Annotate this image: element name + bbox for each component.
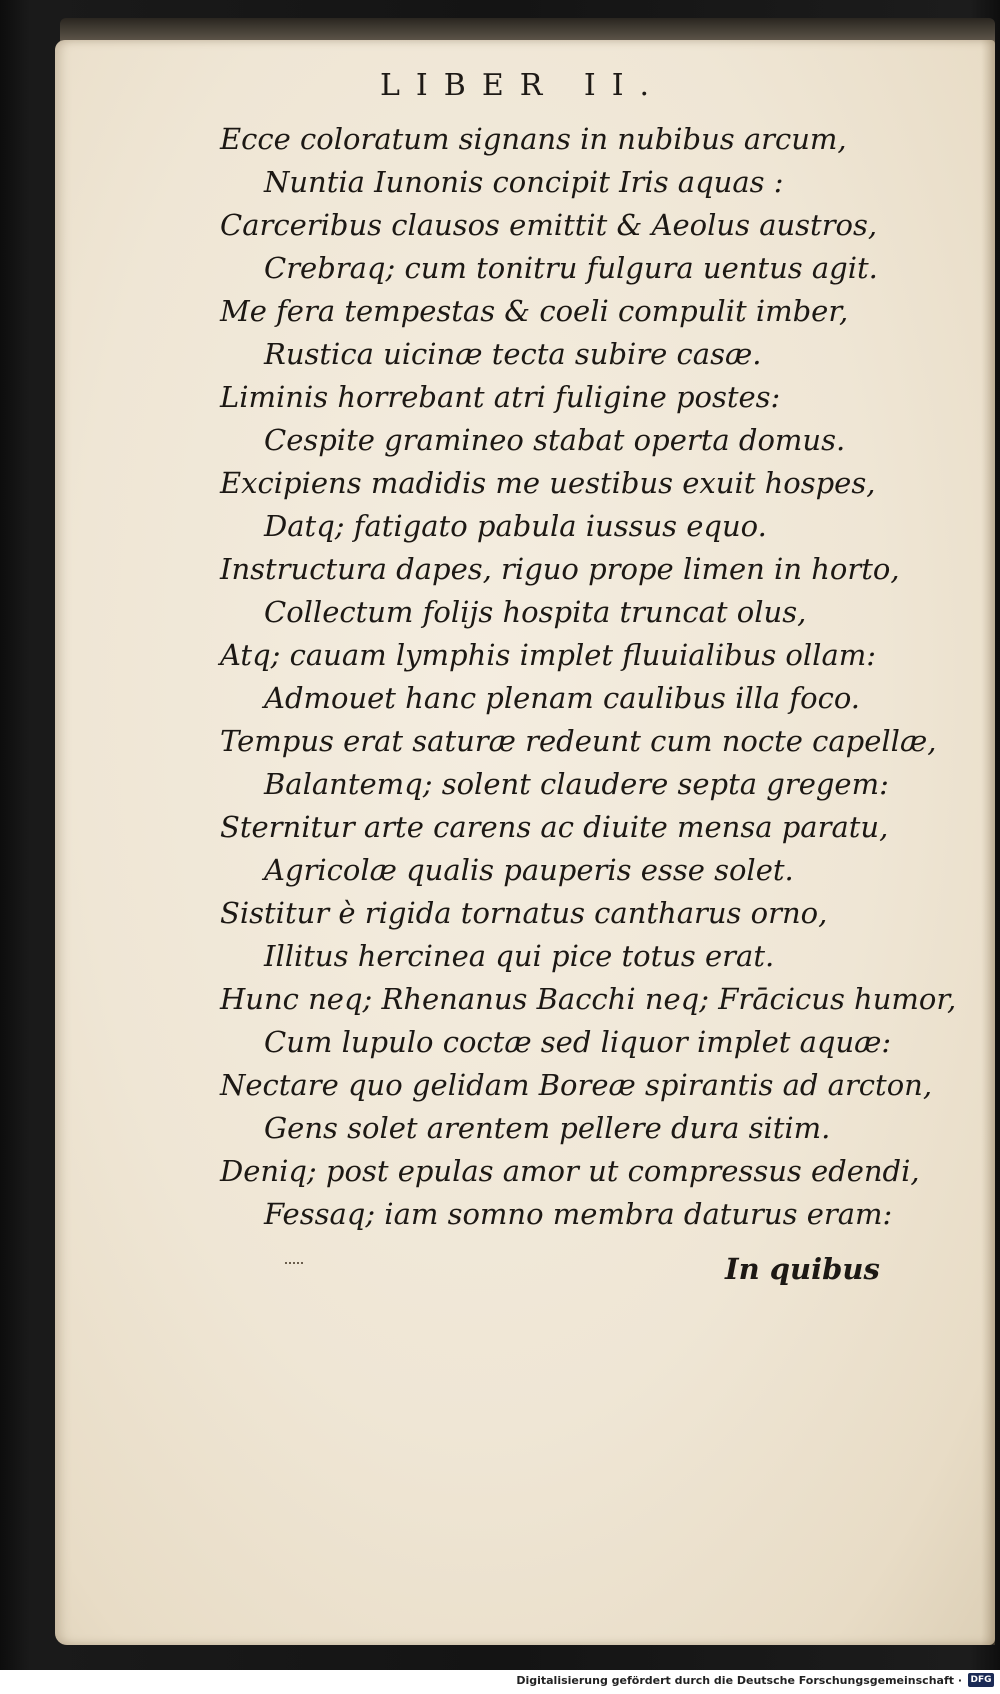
catchword: In quibus [725, 1252, 880, 1286]
verse-line: Cespite gramineo stabat operta domus. [264, 423, 846, 457]
verse-line: Gens solet arentem pellere dura sitim. [264, 1111, 831, 1145]
verse-line: Fessaq; iam somno membra daturus eram: [264, 1197, 893, 1231]
verse-line: Nectare quo gelidam Boreæ spirantis ad arcton, [220, 1068, 933, 1102]
verse-line: Illitus hercinea qui pice totus erat. [264, 939, 775, 973]
verse-line: Liminis horrebant atri fuligine postes: [220, 380, 781, 414]
page-gutter-shadow [981, 40, 995, 1645]
verse-line: Crebraq; cum tonitru fulgura uentus agit. [264, 251, 878, 285]
verse-line: Nuntia Iunonis concipit Iris aquas : [264, 165, 784, 199]
verse-line: Ecce coloratum signans in nubibus arcum, [220, 122, 847, 156]
verse-line: Deniq; post epulas amor ut compressus edendi, [220, 1154, 920, 1188]
dfg-logo: DFG [968, 1673, 994, 1687]
funding-credit: Digitalisierung gefördert durch die Deutsche Forschungsgemeinschaft · [516, 1674, 962, 1687]
verse-line: Sternitur arte carens ac diuite mensa paratu, [220, 810, 889, 844]
verse-line: Instructura dapes, riguo prope limen in horto, [220, 552, 900, 586]
ink-blot [285, 1262, 303, 1270]
verse-line: Excipiens madidis me uestibus exuit hospes, [220, 466, 876, 500]
running-head: LIBER II. [380, 68, 666, 103]
verse-line: Collectum folijs hospita truncat olus, [264, 595, 807, 629]
verse-line: Cum lupulo coctæ sed liquor implet aquæ: [264, 1025, 892, 1059]
verse-line: Admouet hanc plenam caulibus illa foco. [264, 681, 861, 715]
verse-line: Sistitur è rigida tornatus cantharus orno, [220, 896, 828, 930]
verse-line: Agricolæ qualis pauperis esse solet. [264, 853, 794, 887]
verse-line: Rustica uicinæ tecta subire casæ. [264, 337, 762, 371]
verse-line: Me fera tempestas & coeli compulit imber, [220, 294, 849, 328]
digitization-footer [0, 1670, 1000, 1694]
verse-line: Datq; fatigato pabula iussus equo. [264, 509, 767, 543]
verse-line: Atq; cauam lymphis implet fluuialibus ollam: [220, 638, 876, 672]
verse-block [220, 118, 957, 1236]
verse-line: Balantemq; solent claudere septa gregem: [264, 767, 889, 801]
verse-line: Hunc neq; Rhenanus Bacchi neq; Frācicus humor, [220, 982, 957, 1016]
verse-line: Carceribus clausos emittit & Aeolus austros, [220, 208, 878, 242]
verse-line: Tempus erat saturæ redeunt cum nocte capellæ, [220, 724, 937, 758]
